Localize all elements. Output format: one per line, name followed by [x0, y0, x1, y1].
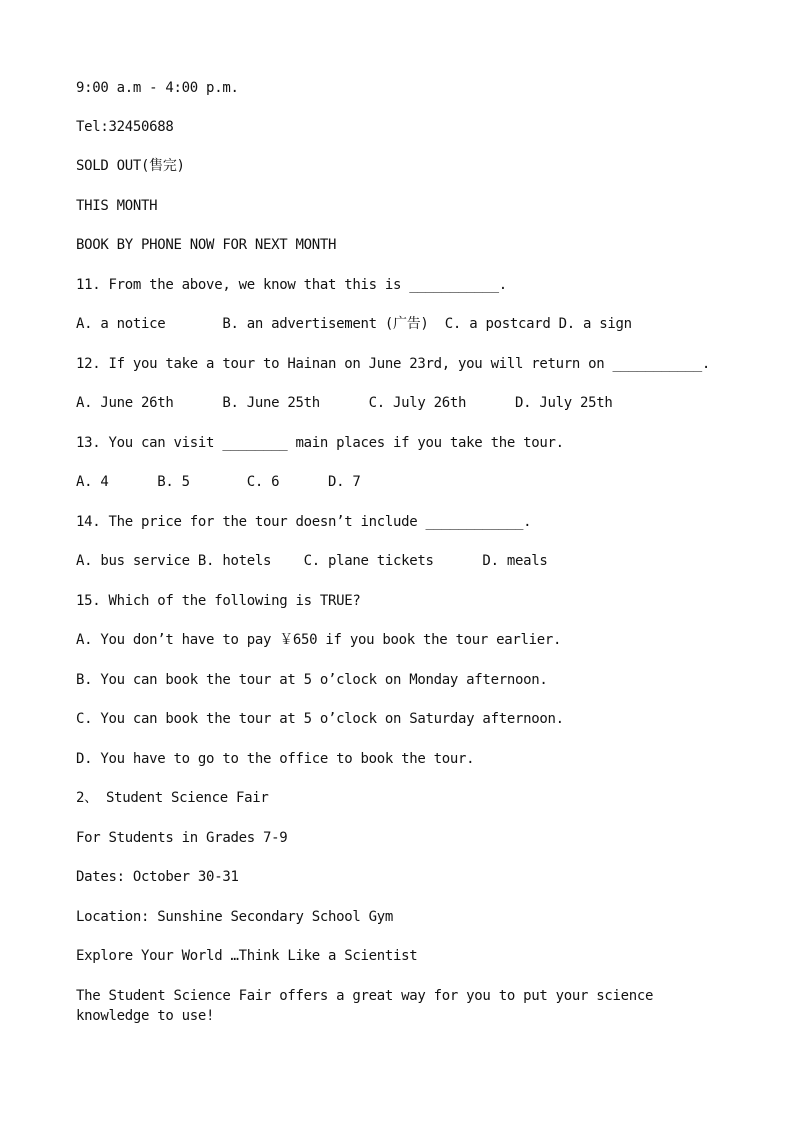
question-15-option-a: A. You don’t have to pay ￥650 if you book the tour earlier. — [76, 632, 562, 648]
question-15-option-c: C. You can book the tour at 5 o’clock on Saturday afternoon. — [76, 711, 564, 727]
question-14-options: A. bus service B. hotels C. plane tickets D. meals — [76, 553, 548, 569]
section-2-title: 2、 Student Science Fair — [76, 790, 269, 806]
question-15: 15. Which of the following is TRUE? — [76, 593, 361, 609]
question-12: 12. If you take a tour to Hainan on June 23rd, you will return on ___________. — [76, 356, 711, 372]
this-month-line: THIS MONTH — [76, 198, 158, 214]
question-15-option-d: D. You have to go to the office to book the tour. — [76, 751, 475, 767]
grades-line: For Students in Grades 7-9 — [76, 830, 288, 846]
question-15-option-b: B. You can book the tour at 5 o’clock on Monday afternoon. — [76, 672, 548, 688]
question-12-options: A. June 26th B. June 25th C. July 26th D. July 25th — [76, 395, 613, 411]
dates-line: Dates: October 30-31 — [76, 869, 239, 885]
phone-line: Tel:32450688 — [76, 119, 174, 135]
sold-out-line: SOLD OUT(售完) — [76, 158, 185, 174]
question-13-options: A. 4 B. 5 C. 6 D. 7 — [76, 474, 361, 490]
slogan-line: Explore Your World …Think Like a Scientist — [76, 948, 418, 964]
question-11: 11. From the above, we know that this is ___________. — [76, 277, 507, 293]
location-line: Location: Sunshine Secondary School Gym — [76, 909, 394, 925]
book-by-phone-line: BOOK BY PHONE NOW FOR NEXT MONTH — [76, 237, 337, 253]
question-14: 14. The price for the tour doesn’t include ____________. — [76, 514, 532, 530]
hours-line: 9:00 a.m - 4:00 p.m. — [76, 80, 239, 96]
question-11-options: A. a notice B. an advertisement (广告) C. a postcard D. a sign — [76, 316, 632, 332]
intro-paragraph: The Student Science Fair offers a great way for you to put your science knowledge to use! — [76, 988, 654, 1024]
question-13: 13. You can visit ________ main places if you take the tour. — [76, 435, 564, 451]
